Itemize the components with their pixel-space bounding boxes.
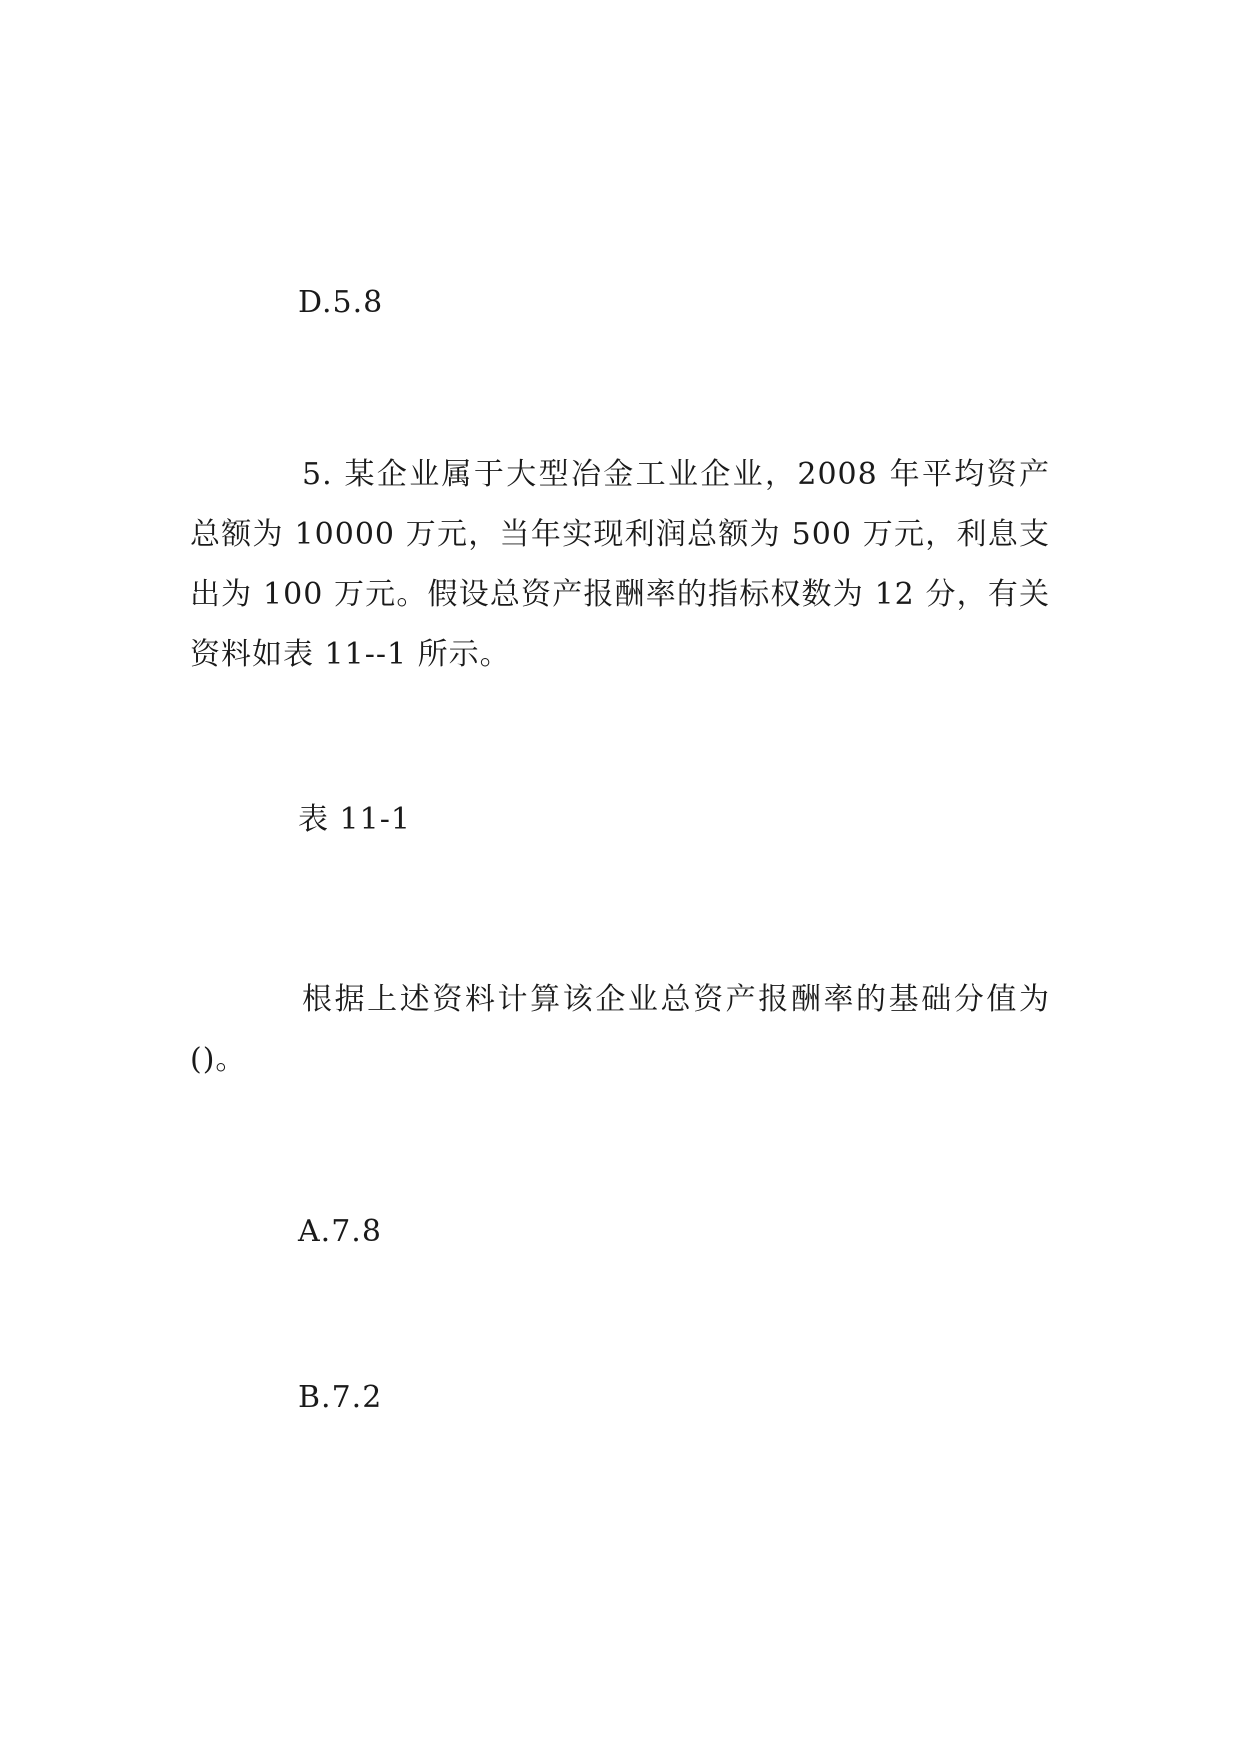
option-d: D.5.8: [298, 285, 384, 320]
option-b: B.7.2: [298, 1380, 383, 1415]
question-paragraph: 5. 某企业属于大型冶金工业企业，2008 年平均资产总额为 10000 万元，当年实现利润总额为 500 万元，利息支出为 100 万元。假设总资产报酬率的指标权数为 12 分，有关资料如表 11--1 所示。: [190, 457, 1050, 672]
question-prompt: 根据上述资料计算该企业总资产报酬率的基础分值为()。: [190, 982, 1050, 1077]
table-caption: 表 11-1: [298, 802, 411, 837]
option-a: A.7.8: [298, 1214, 382, 1249]
